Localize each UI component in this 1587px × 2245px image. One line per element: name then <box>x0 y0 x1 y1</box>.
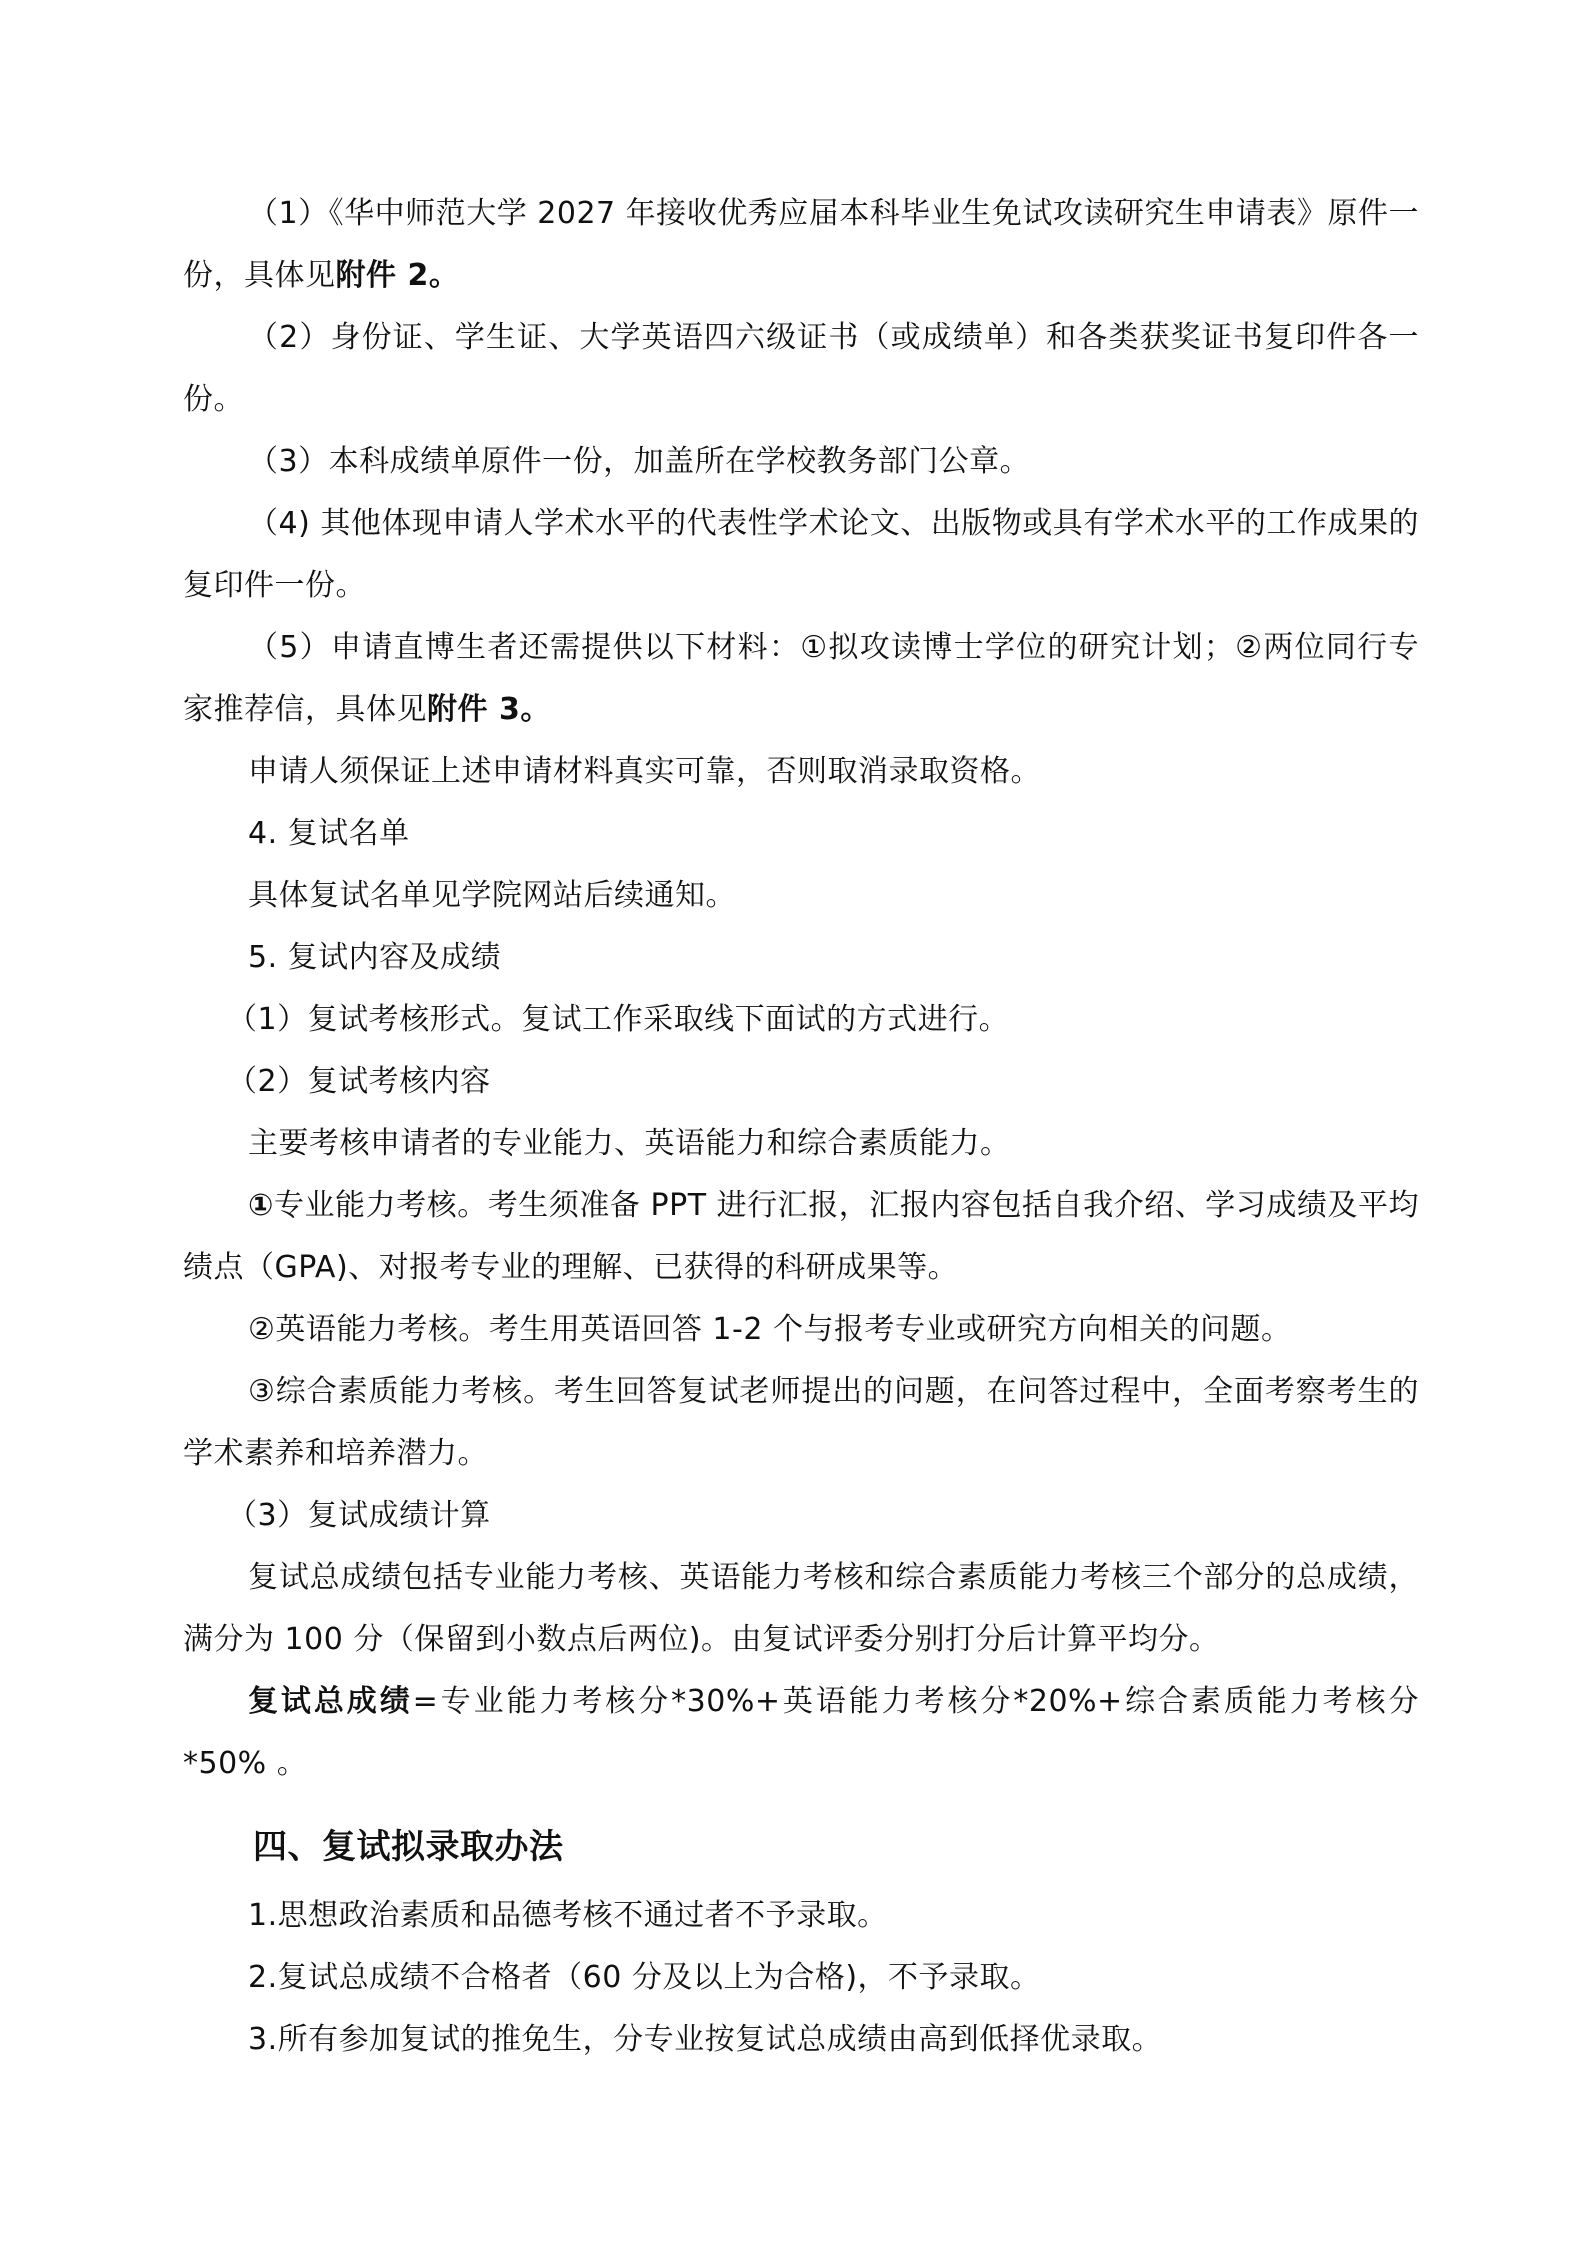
paragraph-comprehensive-quality: ③综合素质能力考核。考生回答复试老师提出的问题，在问答过程中，全面考察考生的学术素养和培养潜力。 <box>183 1374 1419 1471</box>
section-retest-content-title: 5. 复试内容及成绩 <box>248 940 502 975</box>
admission-rule-3: 3.所有参加复试的推免生，分专业按复试总成绩由高到低择优录取。 <box>248 2022 1163 2057</box>
paragraph-retest-format: （1）复试考核形式。复试工作采取线下面试的方式进行。 <box>227 1002 1010 1037</box>
circled-one-marker: ① <box>248 1188 274 1223</box>
paragraph-score-calculation-title: （3）复试成绩计算 <box>227 1498 491 1533</box>
paragraph-academic-work: （4) 其他体现申请人学术水平的代表性学术论文、出版物或具有学术水平的工作成果的复印件一份。 <box>183 506 1419 603</box>
admission-rule-1: 1.思想政治素质和品德考核不通过者不予录取。 <box>248 1898 888 1933</box>
document-page <box>183 183 1419 2071</box>
paragraph-retest-content-summary: 主要考核申请者的专业能力、英语能力和综合素质能力。 <box>248 1126 1011 1161</box>
total-score-formula: =专业能力考核分*30%+英语能力考核分*20%+综合素质能力考核分*50% 。 <box>183 1684 1419 1781</box>
admission-rule-2: 2.复试总成绩不合格者（60 分及以上为合格)，不予录取。 <box>248 1960 1041 1995</box>
application-form-text: （1）《华中师范大学 2027 年接收优秀应届本科毕业生免试攻读研究生申请表》原件一份，具体见 <box>183 196 1419 293</box>
attachment-3-reference: 附件 3。 <box>427 692 551 727</box>
paragraph-retest-list: 具体复试名单见学院网站后续通知。 <box>248 878 736 913</box>
direct-phd-text: （5）申请直博生者还需提供以下材料：①拟攻读博士学位的研究计划；②两位同行专家推荐信，具体见 <box>183 630 1419 727</box>
paragraph-total-score-formula <box>183 1671 1419 1795</box>
paragraph-direct-phd <box>183 617 1419 741</box>
paragraph-authenticity: 申请人须保证上述申请材料真实可靠，否则取消录取资格。 <box>248 754 1041 789</box>
attachment-2-reference: 附件 2。 <box>335 258 460 293</box>
paragraph-id-documents: （2）身份证、学生证、大学英语四六级证书（或成绩单）和各类获奖证书复印件各一份。 <box>183 320 1419 417</box>
section-four-heading: 四、复试拟录取办法 <box>253 1827 564 1867</box>
paragraph-total-score-description: 复试总成绩包括专业能力考核、英语能力考核和综合素质能力考核三个部分的总成绩，满分为 100 分（保留到小数点后两位)。由复试评委分别打分后计算平均分。 <box>183 1560 1419 1657</box>
section-retest-list-title: 4. 复试名单 <box>248 816 410 851</box>
paragraph-english-ability: ②英语能力考核。考生用英语回答 1-2 个与报考专业或研究方向相关的问题。 <box>248 1312 1292 1347</box>
paragraph-retest-content-title: （2）复试考核内容 <box>227 1064 491 1099</box>
paragraph-professional-ability <box>183 1175 1419 1299</box>
paragraph-application-form <box>183 183 1419 307</box>
professional-ability-text: 专业能力考核。考生须准备 PPT 进行汇报，汇报内容包括自我介绍、学习成绩及平均绩点（GPA)、对报考专业的理解、已获得的科研成果等。 <box>183 1188 1420 1285</box>
total-score-label: 复试总成绩 <box>248 1684 413 1719</box>
paragraph-transcript: （3）本科成绩单原件一份，加盖所在学校教务部门公章。 <box>248 444 1031 479</box>
